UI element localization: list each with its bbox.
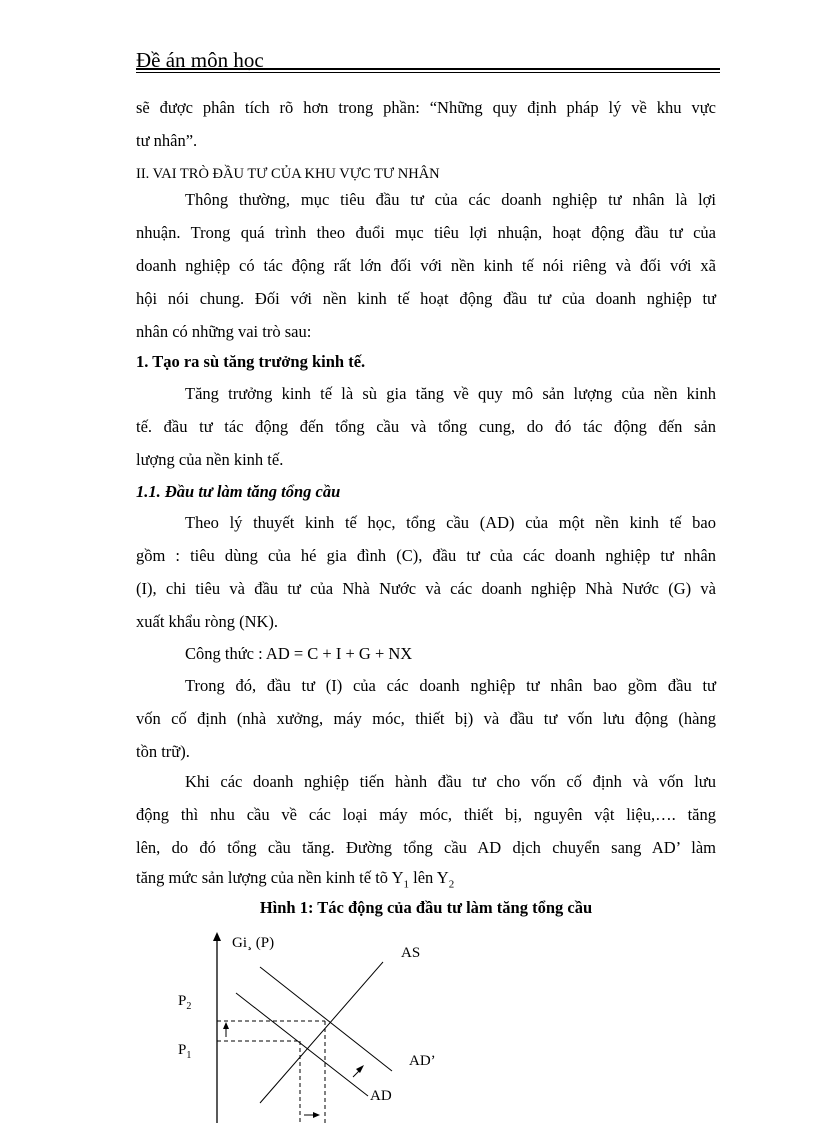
output-shift-arrow-icon bbox=[313, 1112, 320, 1118]
text-line: xuất khẩu ròng (NK). bbox=[136, 612, 279, 631]
text-line: động thì nhu cầu về các loại máy móc, thiết bị, nguyên vật liệu,…. tăng bbox=[136, 805, 716, 824]
text-line: hội nói chung. Đối với nền kinh tế hoạt động đầu tư của doanh nghiệp tư bbox=[136, 289, 716, 308]
p1-label bbox=[178, 1042, 191, 1061]
subscript: 2 bbox=[448, 878, 455, 891]
text-line: lên, do đó tổng cầu tăng. Đường tổng cầu AD dịch chuyển sang AD’ làm bbox=[136, 838, 716, 857]
formula: Công thức : AD = C + I + G + NX bbox=[185, 644, 413, 663]
ad-curve bbox=[236, 993, 368, 1096]
y-axis-label: Gi¸ (P) bbox=[232, 935, 275, 951]
ad-prime-label: AD’ bbox=[409, 1053, 436, 1069]
text-line: tồn trữ). bbox=[136, 742, 190, 761]
as-curve bbox=[260, 962, 383, 1103]
text-line: (I), chi tiêu và đầu tư của Nhà Nước và các doanh nghiệp Nhà Nước (G) và bbox=[136, 579, 716, 598]
text-line: gồm : tiêu dùng của hé gia đình (C), đầu tư của các doanh nghiệp tư nhân bbox=[136, 546, 716, 565]
price-shift-arrow-icon bbox=[223, 1022, 229, 1029]
text-line: doanh nghiệp có tác động rất lớn đối với nền kinh tế nói riêng và đối với xã bbox=[136, 256, 716, 275]
figure-caption: Hình 1: Tác động của đầu tư làm tăng tổng cầu bbox=[259, 898, 593, 917]
text-fragment: lên Y bbox=[408, 868, 449, 887]
ad-prime-curve bbox=[260, 967, 392, 1071]
text-line: nhuận. Trong quá trình theo đuổi mục tiêu lợi nhuận, hoạt động đầu tư của bbox=[136, 223, 716, 242]
text-line bbox=[136, 868, 716, 894]
p1-base: P bbox=[178, 1042, 187, 1058]
p2-label bbox=[178, 993, 191, 1012]
text-line: Trong đó, đầu tư (I) của các doanh nghiệp tư nhân bao gồm đầu tư bbox=[185, 676, 716, 695]
text-line: Tăng trưởng kinh tế là sù gia tăng về quy mô sản lượng của nền kinh bbox=[185, 384, 716, 403]
y-axis-arrow-icon bbox=[213, 932, 221, 941]
aggregate-demand-diagram bbox=[170, 925, 470, 1123]
header-rule bbox=[136, 68, 720, 70]
section-heading: II. VAI TRÒ ĐẦU TƯ CỦA KHU VỰC TƯ NHÂN bbox=[136, 166, 440, 182]
p2-sub: 2 bbox=[186, 1001, 192, 1012]
subscript: 1 bbox=[403, 878, 409, 891]
text-line: tư nhân”. bbox=[136, 131, 198, 150]
demand-shift-arrow-icon bbox=[356, 1065, 364, 1073]
p1-sub: 1 bbox=[186, 1050, 192, 1061]
text-line: sẽ được phân tích rõ hơn trong phần: “Những quy định pháp lý về khu vực bbox=[136, 98, 716, 117]
text-line: Thông thường, mục tiêu đầu tư của các doanh nghiệp tư nhân là lợi bbox=[185, 190, 716, 209]
as-label: AS bbox=[401, 945, 421, 961]
header-rule-thin bbox=[136, 72, 720, 73]
text-line: vốn cố định (nhà xưởng, máy móc, thiết bị) và đầu tư vốn lưu động (hàng bbox=[136, 709, 716, 728]
ad-label: AD bbox=[370, 1088, 392, 1104]
p2-base: P bbox=[178, 993, 187, 1009]
page-header-title: Đề án môn học bbox=[136, 48, 264, 72]
text-line: Theo lý thuyết kinh tế học, tổng cầu (AD) của một nền kinh tế bao bbox=[185, 513, 716, 532]
heading-1: 1. Tạo ra sù tăng trưởng kinh tế. bbox=[136, 352, 366, 371]
text-line: tế. đầu tư tác động đến tổng cầu và tổng cung, do đó tác động đến sản bbox=[136, 417, 716, 436]
text-line: nhân có những vai trò sau: bbox=[136, 322, 312, 341]
text-fragment: tăng mức sản lượng của nền kinh tế tõ Y bbox=[136, 868, 404, 887]
text-line: Khi các doanh nghiệp tiến hành đầu tư cho vốn cố định và vốn lưu bbox=[185, 772, 716, 791]
text-line: lượng của nền kinh tế. bbox=[136, 450, 284, 469]
heading-1-1: 1.1. Đầu tư làm tăng tổng cầu bbox=[136, 482, 341, 501]
